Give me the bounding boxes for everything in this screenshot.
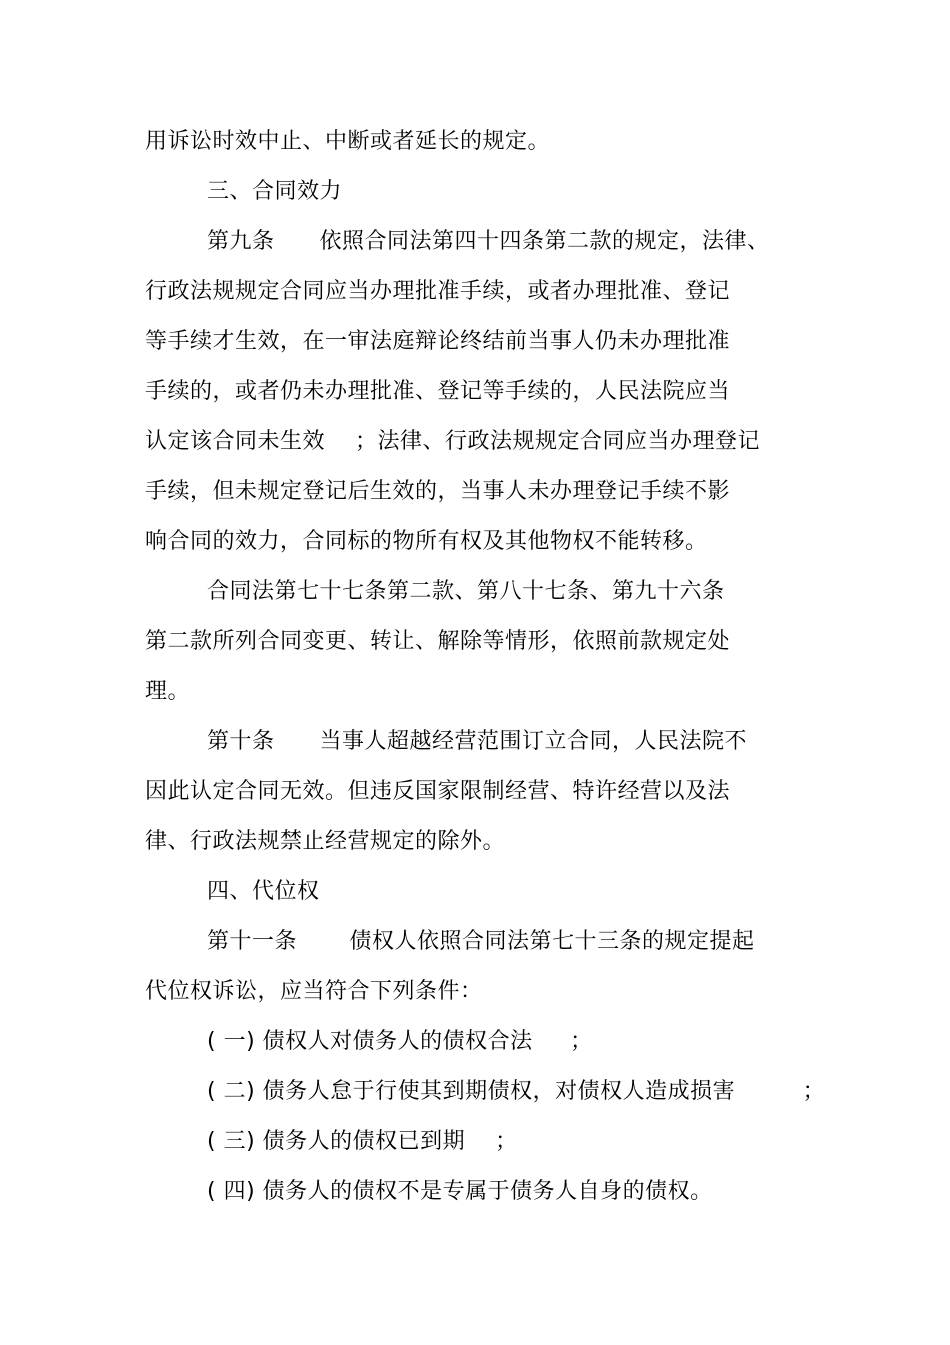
list-item: ( 二) 债务人怠于行使其到期债权，对债权人造成损害 ； <box>207 1079 826 1104</box>
text-line: 第九条 依照合同法第四十四条第二款的规定，法律、 <box>207 229 770 254</box>
text-line: 合同法第七十七条第二款、第八十七条、第九十六条 <box>207 579 725 604</box>
text-line: 律、行政法规禁止经营规定的除外。 <box>145 829 506 854</box>
text-line: 用诉讼时效中止、中断或者延长的规定。 <box>145 129 551 154</box>
text-line: 第十一条 债权人依照合同法第七十三条的规定提起 <box>207 929 755 954</box>
text-line: 响合同的效力，合同标的物所有权及其他物权不能转移。 <box>145 529 708 554</box>
text-line: 行政法规规定合同应当办理批准手续，或者办理批准、登记 <box>145 279 731 304</box>
list-item: ( 四) 债务人的债权不是专属于债务人自身的债权。 <box>207 1179 713 1204</box>
text-line: 等手续才生效，在一审法庭辩论终结前当事人仍未办理批准 <box>145 329 731 354</box>
text-line: 因此认定合同无效。但违反国家限制经营、特许经营以及法 <box>145 779 731 804</box>
text-line: 第二款所列合同变更、转让、解除等情形，依照前款规定处 <box>145 629 731 654</box>
list-item: ( 三) 债务人的债权已到期 ； <box>207 1129 518 1154</box>
text-line: 代位权诉讼，应当符合下列条件： <box>145 979 483 1004</box>
text-line: 手续，但未规定登记后生效的，当事人未办理登记手续不影 <box>145 479 731 504</box>
text-line: 认定该合同未生效 ；法律、行政法规规定合同应当办理登记 <box>145 429 760 454</box>
section-heading: 三、合同效力 <box>207 179 343 204</box>
list-item: ( 一) 债权人对债务人的债权合法 ； <box>207 1029 593 1054</box>
text-line: 理。 <box>145 679 191 704</box>
text-line: 手续的，或者仍未办理批准、登记等手续的，人民法院应当 <box>145 379 731 404</box>
section-heading: 四、代位权 <box>207 879 320 904</box>
text-line: 第十条 当事人超越经营范围订立合同，人民法院不 <box>207 729 747 754</box>
